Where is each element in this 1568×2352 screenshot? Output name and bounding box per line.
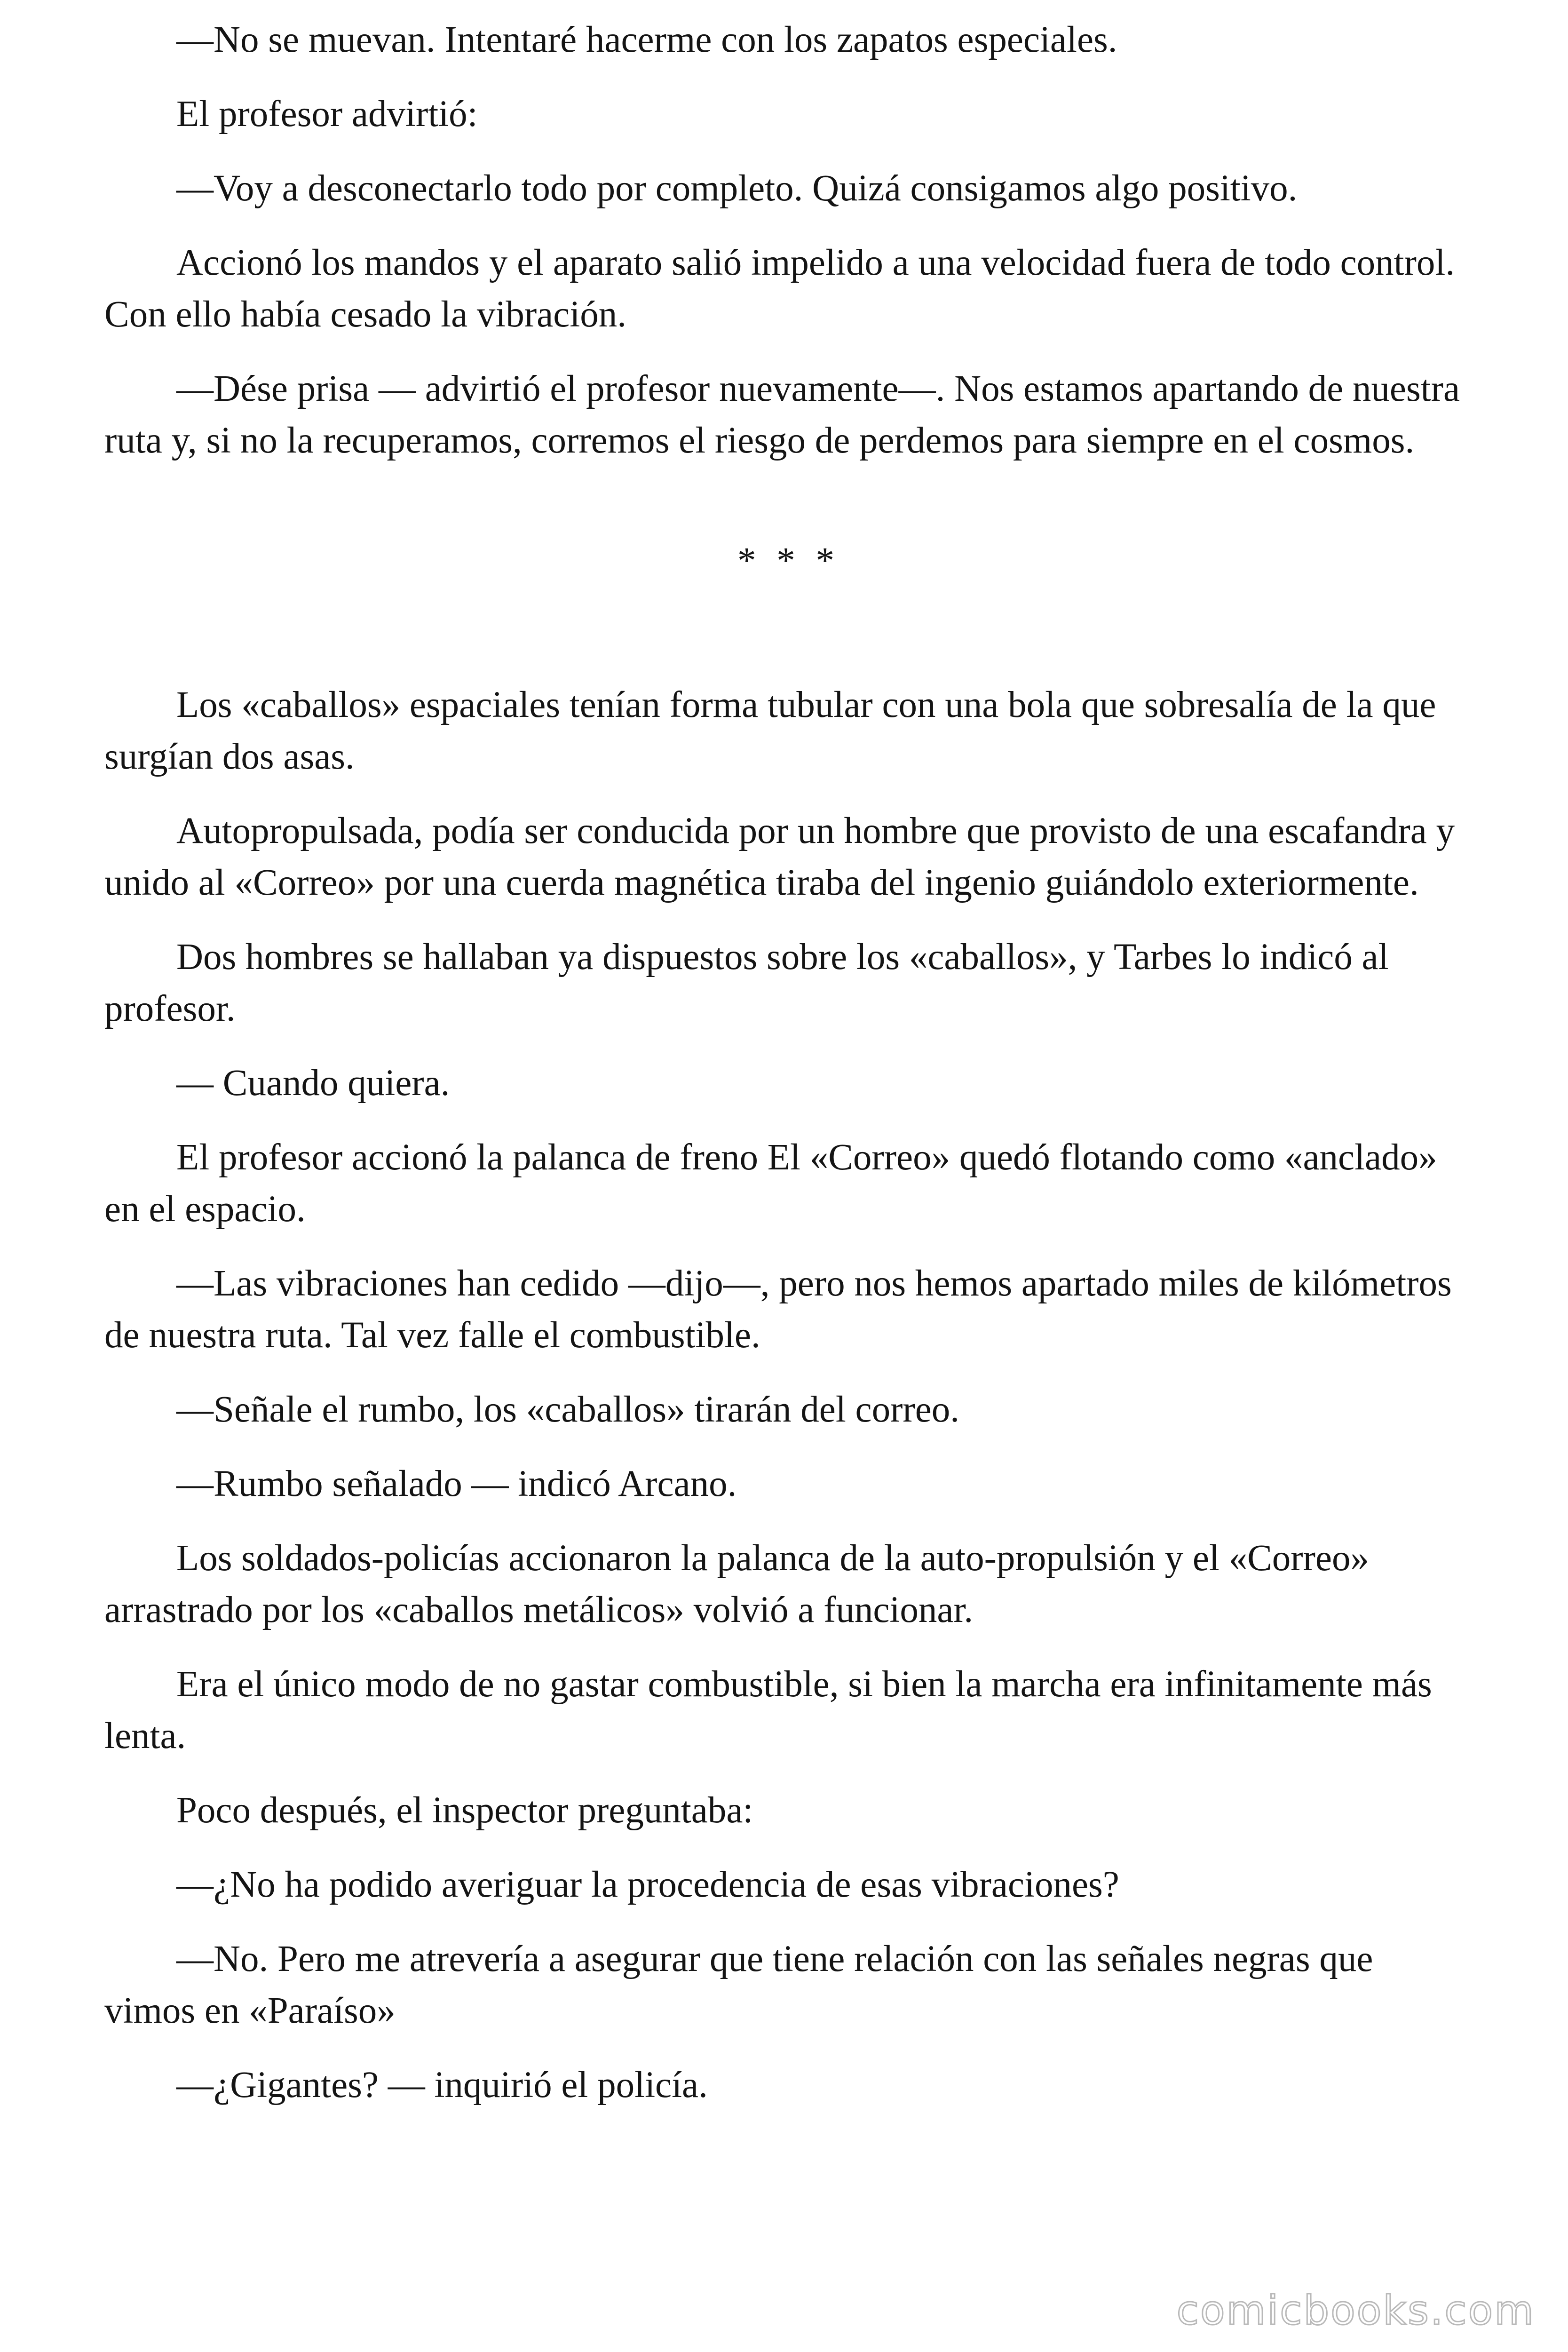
paragraph: Poco después, el inspector preguntaba: xyxy=(176,1790,753,1831)
paragraph: —Dése prisa — advirtió el profesor nuevamente—. Nos estamos apartando de nuestra ruta y, si no la recuperamos, corremos el riesgo de perdemos para siempre en el cosmos. xyxy=(104,368,1460,461)
paragraph: —No se muevan. Intentaré hacerme con los zapatos especiales. xyxy=(176,19,1117,60)
paragraph: — Cuando quiera. xyxy=(176,1063,450,1104)
paragraph: Accionó los mandos y el aparato salió impelido a una velocidad fuera de todo control. Con ello había cesado la vibración. xyxy=(104,242,1455,335)
paragraph: —Rumbo señalado — indicó Arcano. xyxy=(176,1463,737,1504)
scene-break: * * * xyxy=(737,540,840,581)
paragraph: Los soldados-policías accionaron la palanca de la auto-propulsión y el «Correo» arrastrado por los «caballos metálicos» volvió a funcionar. xyxy=(104,1538,1369,1630)
paragraph: El profesor accionó la palanca de freno El «Correo» quedó flotando como «anclado» en el espacio. xyxy=(104,1137,1437,1230)
paragraph: —¿Gigantes? — inquirió el policía. xyxy=(176,2065,708,2106)
paragraph: —Voy a desconectarlo todo por completo. Quizá consigamos algo positivo. xyxy=(176,168,1298,209)
paragraph: —Las vibraciones han cedido —dijo—, pero nos hemos apartado miles de kilómetros de nuestra ruta. Tal vez falle el combustible. xyxy=(104,1263,1452,1356)
paragraph: El profesor advirtió: xyxy=(176,94,478,135)
paragraph: —Señale el rumbo, los «caballos» tirarán del correo. xyxy=(176,1389,960,1430)
paragraph: —¿No ha podido averiguar la procedencia de esas vibraciones? xyxy=(176,1864,1119,1905)
paragraph: Los «caballos» espaciales tenían forma tubular con una bola que sobresalía de la que surgían dos asas. xyxy=(104,684,1436,777)
paragraph: Dos hombres se hallaban ya dispuestos sobre los «caballos», y Tarbes lo indicó al profesor. xyxy=(104,937,1389,1029)
paragraph: Autopropulsada, podía ser conducida por un hombre que provisto de una escafandra y unido al «Correo» por una cuerda magnética tiraba del ingenio guiándolo exteriormente. xyxy=(104,810,1455,903)
paragraph: Era el único modo de no gastar combustible, si bien la marcha era infinitamente más lenta. xyxy=(104,1664,1432,1756)
watermark: comicbooks.com xyxy=(1176,2287,1535,2334)
page-text xyxy=(104,14,1473,2134)
paragraph: —No. Pero me atrevería a asegurar que tiene relación con las señales negras que vimos en «Paraíso» xyxy=(104,1939,1373,2031)
